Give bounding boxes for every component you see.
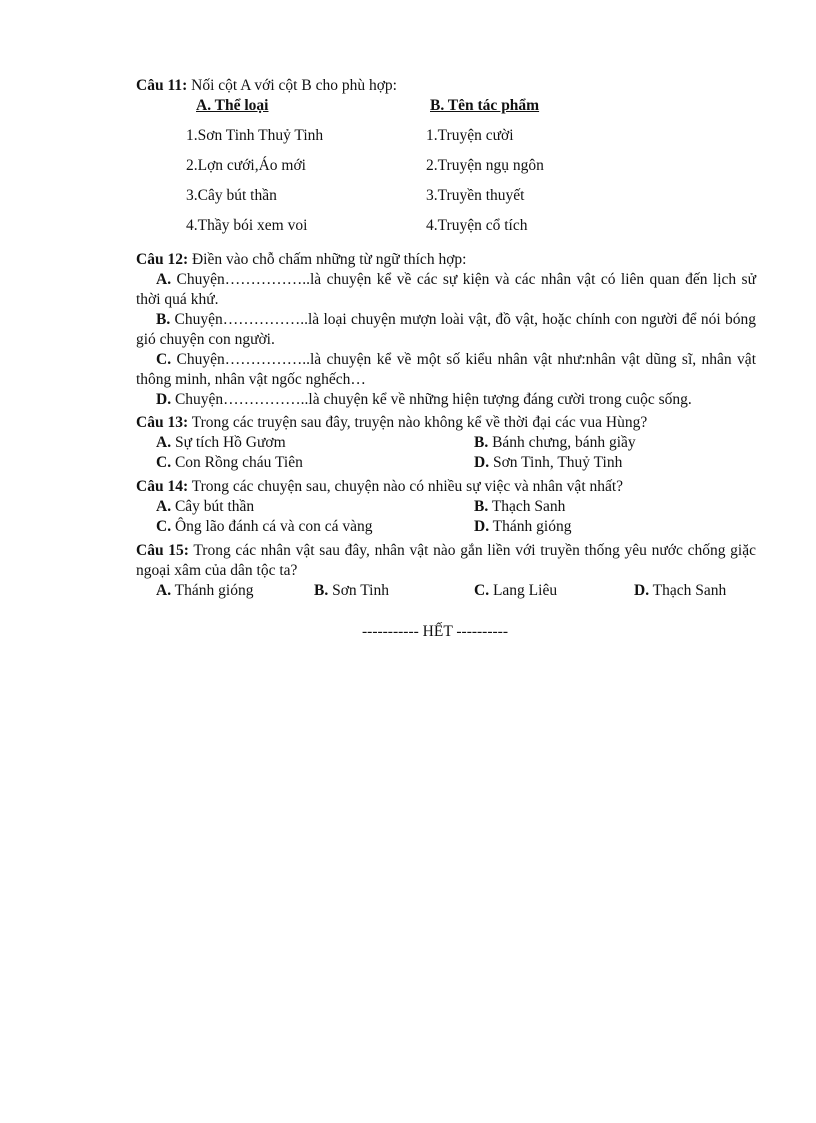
option-letter: A. [156,434,172,451]
q12-item-text: Chuyện……………..là loại chuyện mượn loài vật, đồ vật, hoặc chính con người để nói bóng gió chuyện con người. [136,311,756,348]
q11-col-b-item: 4.Truyện cổ tích [426,217,528,234]
q15-text: Trong các nhân vật sau đây, nhân vật nào gắn liền với truyền thống yêu nước chống giặc ngoại xâm của dân tộc ta? [136,542,756,579]
q12-prompt [136,250,466,270]
q11-label: Câu 11: [136,77,188,94]
option-text: Bánh chưng, bánh giầy [488,434,636,451]
option-text: Sự tích Hồ Gươm [171,434,286,451]
q11-col-a-item: 1.Sơn Tinh Thuỷ Tinh [186,127,324,144]
option-text: Thánh gióng [489,518,572,535]
q11-col-b-item: 3.Truyền thuyết [426,187,525,204]
q13-text: Trong các truyện sau đây, truyện nào không kể về thời đại các vua Hùng? [188,414,648,431]
option-letter: B. [474,498,489,515]
q12-item-d [136,390,756,410]
q12-item-letter: D. [156,391,172,408]
q12-label: Câu 12: [136,251,189,268]
q12-text: Điền vào chỗ chấm những từ ngữ thích hợp: [188,251,467,268]
q14-option-b [474,497,565,517]
option-letter: C. [474,582,490,599]
option-letter: D. [474,518,490,535]
q11-col-a-item: 2.Lợn cưới,Áo mới [186,157,306,174]
q14-text: Trong các chuyện sau, chuyện nào có nhiều sự việc và nhân vật nhất? [188,478,624,495]
option-text: Lang Liêu [489,582,558,599]
option-letter: B. [474,434,489,451]
q12-item-text: Chuyện……………..là chuyện kể về một số kiểu nhân vật như:nhân vật dũng sĩ, nhân vật thông minh, nhân vật ngốc nghếch… [136,351,756,388]
q12-item-text: Chuyện……………..là chuyện kể về những hiện tượng đáng cười trong cuộc sống. [171,391,692,408]
q15-option-b [314,581,389,601]
q14-option-c [156,517,373,537]
q13-option-c [156,453,303,473]
q13-label: Câu 13: [136,414,189,431]
option-text: Sơn Tinh [328,582,389,599]
q11-col-b-item: 1.Truyện cười [426,127,514,144]
q15-prompt [136,541,756,581]
q11-text: Nối cột A với cột B cho phù hợp: [187,77,397,94]
q11-col-a-item: 3.Cây bút thần [186,187,277,204]
option-text: Cây bút thần [171,498,255,515]
q14-option-a [156,497,254,517]
q15-option-c [474,581,557,601]
q12-item-letter: C. [156,351,172,368]
q12-item-letter: A. [156,271,172,288]
option-letter: A. [156,582,172,599]
q12-item-letter: B. [156,311,171,328]
option-text: Con Rồng cháu Tiên [171,454,303,471]
option-letter: B. [314,582,329,599]
option-letter: C. [156,454,172,471]
q11-prompt [136,76,397,96]
q12-item-text: Chuyện……………..là chuyện kể về các sự kiện và các nhân vật có liên quan đến lịch sử thời quá khứ. [136,271,756,308]
q13-prompt [136,413,647,433]
option-text: Thạch Sanh [488,498,566,515]
option-text: Ông lão đánh cá và con cá vàng [171,518,373,535]
option-letter: D. [474,454,490,471]
end-marker: ----------- HẾT ---------- [362,623,508,640]
q15-option-d [634,581,726,601]
option-text: Thánh gióng [171,582,254,599]
q14-prompt [136,477,623,497]
q13-option-a [156,433,286,453]
q11-col-b-item: 2.Truyện ngụ ngôn [426,157,544,174]
option-letter: D. [634,582,650,599]
q12-item-a [136,270,756,310]
q13-option-b [474,433,636,453]
option-letter: C. [156,518,172,535]
option-letter: A. [156,498,172,515]
q11-col-a-item: 4.Thầy bói xem voi [186,217,308,234]
q11-column-b-header: B. Tên tác phẩm [430,97,540,114]
q13-option-d [474,453,622,473]
q15-option-a [156,581,253,601]
q14-label: Câu 14: [136,478,189,495]
q14-option-d [474,517,571,537]
q12-item-b [136,310,756,350]
q12-item-c [136,350,756,390]
q15-label: Câu 15: [136,542,189,559]
option-text: Thạch Sanh [649,582,727,599]
q11-column-a-header: A. Thể loại [196,97,269,114]
option-text: Sơn Tinh, Thuỷ Tinh [489,454,623,471]
